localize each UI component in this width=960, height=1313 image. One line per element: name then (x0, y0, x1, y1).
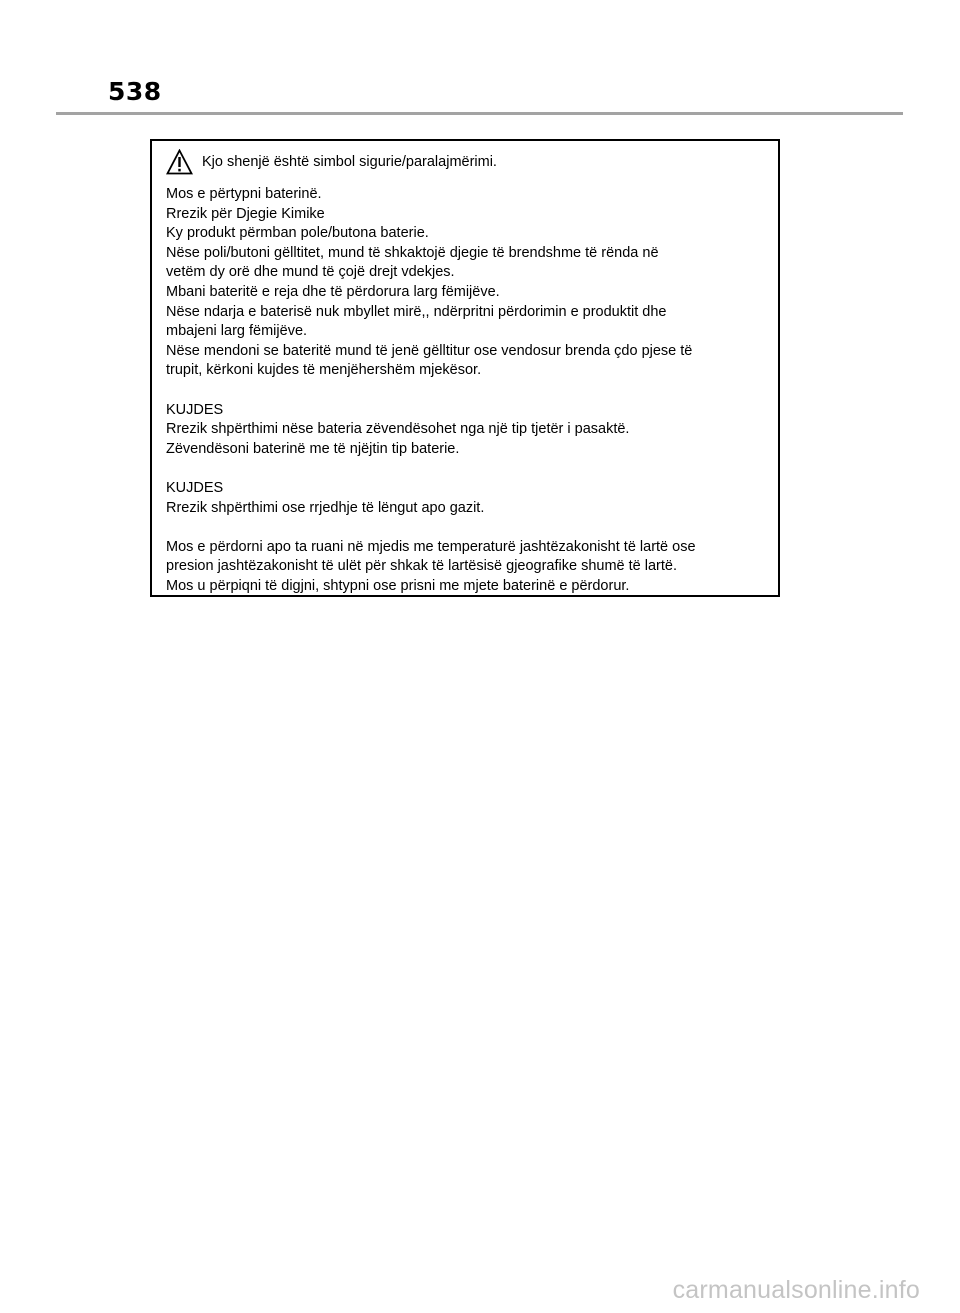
warning-line: Zëvendësoni baterinë me të njëjtin tip baterie. (166, 440, 460, 457)
warning-line: mbajeni larg fëmijëve. (166, 323, 308, 340)
warning-line: presion jashtëzakonisht të ulët për shkak të lartësisë gjeografike shumë të lartë. (166, 558, 677, 575)
warning-line: Nëse mendoni se bateritë mund të jenë gëlltitur ose vendosur brenda çdo pjese të (166, 342, 693, 359)
warning-body (166, 185, 770, 596)
warning-line: KUJDES (166, 479, 224, 496)
header-divider (56, 112, 903, 115)
warning-line: Rrezik shpërthimi ose rrjedhje të lëngut apo gazit. (166, 499, 485, 516)
warning-line: KUJDES (166, 401, 224, 418)
page-number: 538 (108, 77, 162, 106)
warning-line: Mos e përdorni apo ta ruani në mjedis me temperaturë jashtëzakonisht të lartë ose (166, 538, 696, 555)
paragraph-gap (166, 381, 770, 401)
warning-line: Ky produkt përmban pole/butona baterie. (166, 225, 429, 242)
warning-line: Rrezik për Djegie Kimike (166, 205, 325, 222)
warning-line: Rrezik shpërthimi nëse bateria zëvendësohet nga një tip tjetër i pasaktë. (166, 421, 630, 438)
warning-line: Mbani bateritë e reja dhe të përdorura larg fëmijëve. (166, 283, 500, 300)
warning-line: Nëse ndarja e baterisë nuk mbyllet mirë,, ndërpritni përdorimin e produktit dhe (166, 303, 667, 320)
warning-line: Nëse poli/butoni gëlltitet, mund të shkaktojë djegie të brendshme të rënda në (166, 244, 659, 261)
paragraph-gap (166, 459, 770, 479)
warning-triangle-icon (166, 149, 193, 175)
warning-header (166, 148, 497, 176)
warning-line: vetëm dy orë dhe mund të çojë drejt vdekjes. (166, 264, 455, 281)
paragraph-gap (166, 518, 770, 538)
footer-watermark: carmanualsonline.info (672, 1276, 920, 1304)
warning-line: Mos e përtypni baterinë. (166, 186, 322, 202)
warning-line: Mos u përpiqni të digjni, shtypni ose prisni me mjete baterinë e përdorur. (166, 577, 630, 594)
warning-title: Kjo shenjë është simbol sigurie/paralajmërimi. (202, 154, 497, 170)
warning-line: trupit, kërkoni kujdes të menjëhershëm mjekësor. (166, 362, 482, 379)
battery-warning-box (150, 139, 780, 597)
